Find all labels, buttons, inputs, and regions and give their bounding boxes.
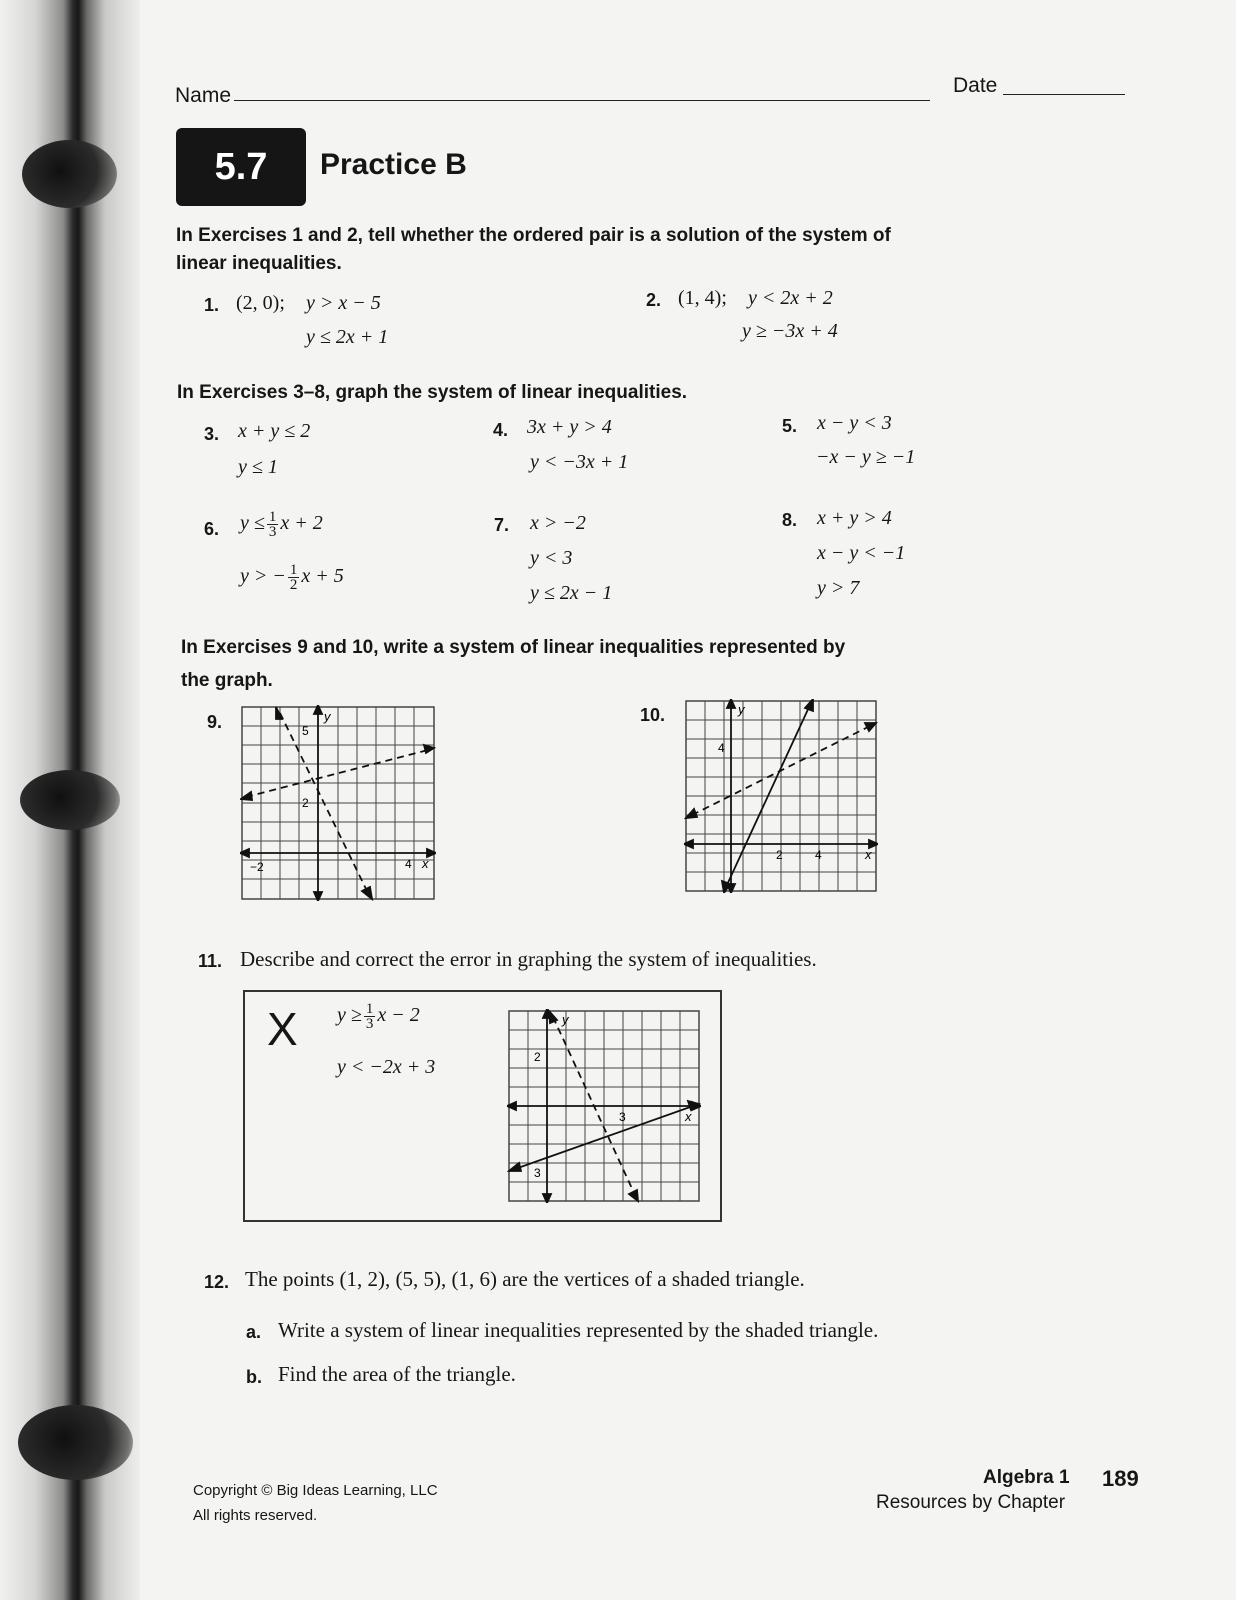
section-title: Practice B xyxy=(320,148,467,181)
exercise-2-number: 2. xyxy=(646,290,662,310)
exercise-7-ineq3: y ≤ 2x − 1 xyxy=(530,582,613,604)
tick-label-4: 4 xyxy=(815,848,822,862)
exercise-11-graph xyxy=(507,1009,701,1203)
name-line[interactable] xyxy=(234,100,930,101)
exercise-11-ineq1-post: x − 2 xyxy=(377,1004,420,1027)
exercise-2-ineq2: y ≥ −3x + 4 xyxy=(742,320,838,342)
section-number-badge xyxy=(176,128,306,206)
y-axis-label: y xyxy=(324,709,331,724)
exercise-12b-text: Find the area of the triangle. xyxy=(278,1362,516,1386)
exercise-4-number: 4. xyxy=(493,420,509,440)
exercise-8-ineq2: x − y < −1 xyxy=(817,542,906,564)
exercise-12b-label: b. xyxy=(246,1367,262,1387)
fraction-numerator: 1 xyxy=(365,1001,374,1017)
exercise-6-ineq1-pre: y ≤ xyxy=(240,512,265,535)
exercise-2-ineq1: y < 2x + 2 xyxy=(748,287,833,309)
fraction-denominator: 2 xyxy=(289,577,298,593)
fraction-denominator: 3 xyxy=(268,524,277,540)
exercise-3-ineq1: x + y ≤ 2 xyxy=(238,420,311,442)
footer-rights: All rights reserved. xyxy=(193,1507,318,1524)
fraction-one-half xyxy=(288,563,300,592)
exercise-8-number: 8. xyxy=(782,510,798,530)
exercise-7-number: 7. xyxy=(494,515,510,535)
footer-book-subtitle: Resources by Chapter xyxy=(876,1492,1066,1513)
exercise-12a-label: a. xyxy=(246,1322,262,1342)
exercise-7-ineq2: y < 3 xyxy=(530,547,573,569)
fraction-numerator: 1 xyxy=(268,509,277,525)
binder-hole-bottom xyxy=(18,1405,133,1480)
instructions-1-2-line2: linear inequalities. xyxy=(176,253,342,274)
exercise-1-ineq2: y ≤ 2x + 1 xyxy=(306,326,389,348)
footer-copyright: Copyright © Big Ideas Learning, LLC xyxy=(193,1482,438,1499)
x-axis-label: x xyxy=(422,856,429,871)
exercise-11-ineq1 xyxy=(337,1002,420,1031)
binder-hole-middle xyxy=(20,770,120,830)
tick-label-4: 4 xyxy=(405,857,412,871)
exercise-8-ineq1: x + y > 4 xyxy=(817,507,892,529)
binder-hole-top xyxy=(22,140,117,208)
graph-grid xyxy=(686,701,876,891)
exercise-10-number: 10. xyxy=(640,705,666,725)
exercise-2-pair: (1, 4); xyxy=(678,287,727,309)
exercise-1-pair: (2, 0); xyxy=(236,292,285,314)
fraction-one-third xyxy=(364,1002,376,1031)
tick-label-3: 3 xyxy=(619,1110,626,1124)
tick-label-2: 2 xyxy=(534,1050,541,1064)
fraction-denominator: 3 xyxy=(365,1016,374,1032)
tick-label-5: 5 xyxy=(302,724,309,738)
error-x-mark: X xyxy=(267,1003,298,1055)
exercise-6-number: 6. xyxy=(204,519,220,539)
exercise-11-number: 11. xyxy=(198,951,223,971)
name-label: Name xyxy=(175,84,232,107)
y-axis-label: y xyxy=(562,1012,569,1027)
date-label: Date xyxy=(953,74,998,97)
tick-label-neg3: 3 xyxy=(534,1166,541,1180)
error-analysis-box xyxy=(243,990,722,1222)
exercise-5-ineq2: −x − y ≥ −1 xyxy=(816,446,916,468)
exercise-6-ineq2-post: x + 5 xyxy=(301,565,344,588)
exercise-8-ineq3: y > 7 xyxy=(817,577,860,599)
exercise-5-number: 5. xyxy=(782,416,798,436)
exercise-5-ineq1: x − y < 3 xyxy=(817,412,892,434)
exercise-6-ineq2-pre: y > − xyxy=(240,565,286,588)
tick-label-2: 2 xyxy=(302,796,309,810)
exercise-6-ineq1 xyxy=(240,510,323,539)
x-axis-label: x xyxy=(685,1109,692,1124)
exercise-4-ineq2: y < −3x + 1 xyxy=(530,451,629,473)
exercise-12-text: The points (1, 2), (5, 5), (1, 6) are the vertices of a shaded triangle. xyxy=(245,1267,805,1291)
tick-label-neg2: −2 xyxy=(250,860,264,874)
exercise-3-ineq2: y ≤ 1 xyxy=(238,456,278,478)
instructions-3-8: In Exercises 3–8, graph the system of linear inequalities. xyxy=(177,382,688,403)
exercise-3-number: 3. xyxy=(204,424,220,444)
exercise-6-ineq1-post: x + 2 xyxy=(280,512,323,535)
section-number: 5.7 xyxy=(214,145,268,188)
exercise-11-ineq1-pre: y ≥ xyxy=(337,1004,362,1027)
exercise-9-number: 9. xyxy=(207,712,223,732)
exercise-11-text: Describe and correct the error in graphing the system of inequalities. xyxy=(240,947,817,971)
date-line[interactable] xyxy=(1003,94,1125,95)
exercise-11-ineq2: y < −2x + 3 xyxy=(337,1056,436,1078)
exercise-6-ineq2 xyxy=(240,563,344,592)
footer-book-title: Algebra 1 xyxy=(983,1467,1070,1488)
exercise-10-graph xyxy=(684,699,878,893)
exercise-7-ineq1: x > −2 xyxy=(530,512,586,534)
y-axis-label: y xyxy=(738,702,745,717)
exercise-4-ineq1: 3x + y > 4 xyxy=(527,416,612,438)
tick-label-2: 2 xyxy=(776,848,783,862)
exercise-12a-text: Write a system of linear inequalities represented by the shaded triangle. xyxy=(278,1318,879,1342)
exercise-9-graph xyxy=(240,705,436,901)
exercise-1-ineq1: y > x − 5 xyxy=(306,292,381,314)
tick-label-4y: 4 xyxy=(718,741,725,755)
instructions-9-10: In Exercises 9 and 10, write a system of linear inequalities represented by xyxy=(181,637,846,658)
exercise-12-number: 12. xyxy=(204,1272,230,1292)
fraction-one-third xyxy=(267,510,279,539)
footer-page-number: 189 xyxy=(1102,1466,1139,1491)
exercise-1-number: 1. xyxy=(204,295,220,315)
instructions-1-2: In Exercises 1 and 2, tell whether the ordered pair is a solution of the system of xyxy=(176,225,891,246)
fraction-numerator: 1 xyxy=(289,562,298,578)
instructions-9-10-line2: the graph. xyxy=(181,670,273,691)
x-axis-label: x xyxy=(865,847,872,862)
